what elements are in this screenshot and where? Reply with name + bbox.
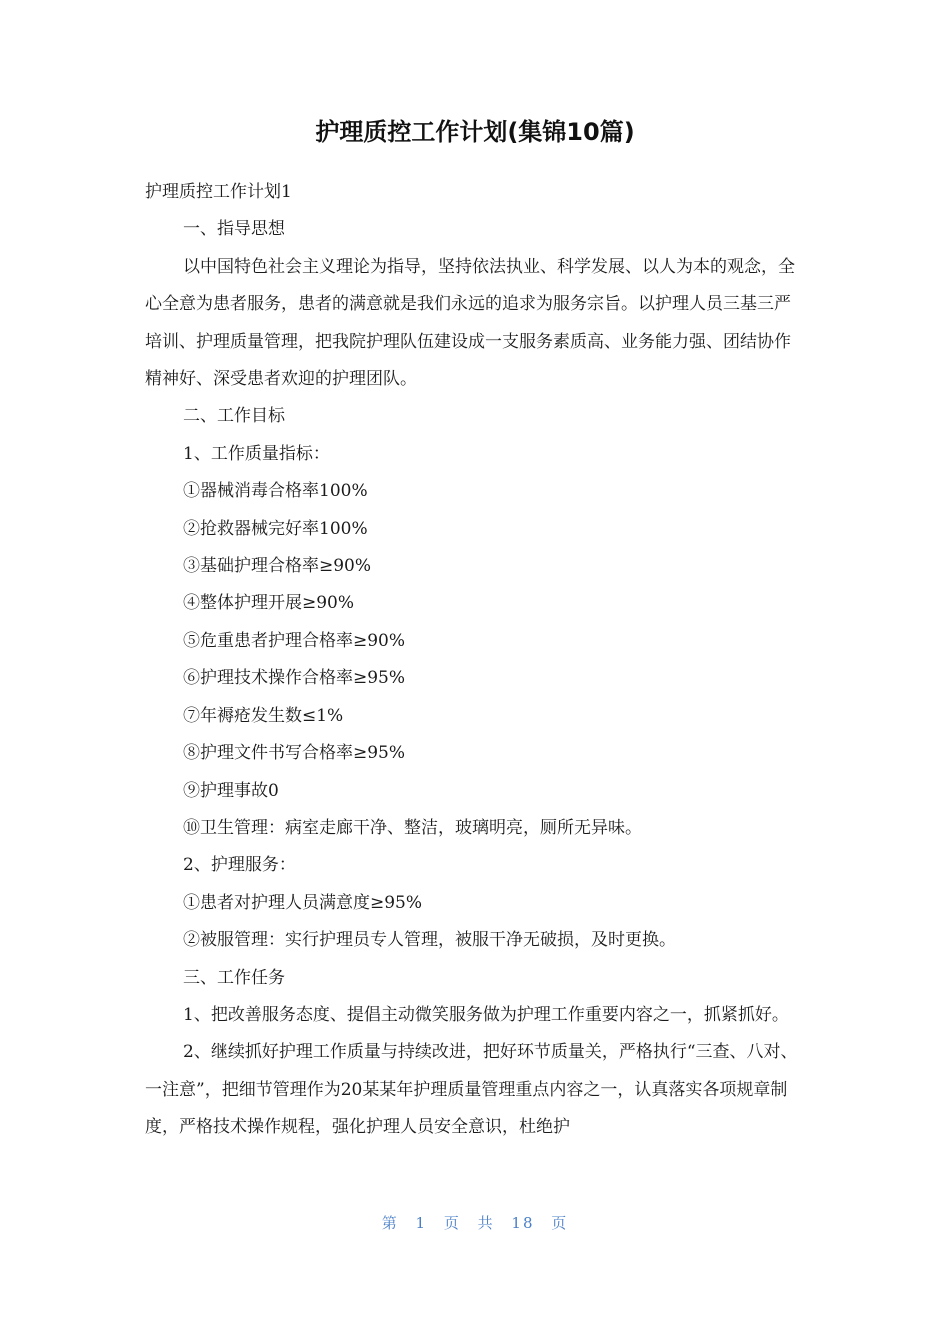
section-heading: 一、指导思想 xyxy=(183,219,285,240)
section-heading: 二、工作目标 xyxy=(183,406,285,427)
list-item: ⑥护理技术操作合格率≥95% xyxy=(183,668,406,689)
list-item: ⑨护理事故0 xyxy=(183,780,279,801)
list-item: ④整体护理开展≥90% xyxy=(183,593,355,614)
list-item: ①患者对护理人员满意度≥95% xyxy=(183,892,423,913)
subsection-heading: 1、工作质量指标： xyxy=(183,443,330,464)
list-item: ⑩卫生管理：病室走廊干净、整洁，玻璃明亮，厕所无异味。 xyxy=(183,817,642,838)
paragraph: 以中国特色社会主义理论为指导，坚持依法执业、科学发展、以人为本的观念，全心全意为患者服务，患者的满意就是我们永远的追求为服务宗旨。以护理人员三基三严培训、护理质量管理，把我院护理队伍建设成一支服务素质高、业务能力强、团结协作精神好、深受患者欢迎的护理团队。 xyxy=(145,256,795,390)
footer-word-di: 第 xyxy=(381,1214,399,1232)
list-item: ⑧护理文件书写合格率≥95% xyxy=(183,743,406,764)
document-title: 护理质控工作计划(集锦10篇) xyxy=(315,118,635,146)
list-item: ⑦年褥疮发生数≤1% xyxy=(183,705,344,726)
footer-current-page: 1 xyxy=(415,1214,428,1232)
footer-word-ye: 页 xyxy=(443,1214,461,1232)
paragraph: 2、继续抓好护理工作质量与持续改进，把好环节质量关，严格执行“三查、八对、一注意”，把细节管理作为20某某年护理质量管理重点内容之一，认真落实各项规章制度，严格技术操作规程，强化护理人员安全意识，杜绝护 xyxy=(145,1042,798,1138)
subsection-heading: 2、护理服务： xyxy=(183,855,296,876)
list-item: ②被服管理：实行护理员专人管理，被服干净无破损，及时更换。 xyxy=(183,930,676,951)
paragraph: 1、把改善服务态度、提倡主动微笑服务做为护理工作重要内容之一，抓紧抓好。 xyxy=(183,1004,789,1025)
paragraph-heading: 护理质控工作计划1 xyxy=(145,182,292,202)
footer-word-gong: 共 xyxy=(477,1214,495,1232)
footer-word-ye-end: 页 xyxy=(551,1214,569,1232)
list-item: ①器械消毒合格率100% xyxy=(183,481,368,502)
section-heading: 三、工作任务 xyxy=(183,967,285,988)
footer-total-pages: 18 xyxy=(511,1214,535,1232)
page-footer xyxy=(0,1210,950,1236)
list-item: ②抢救器械完好率100% xyxy=(183,518,368,539)
list-item: ⑤危重患者护理合格率≥90% xyxy=(183,630,406,651)
document-body xyxy=(145,174,807,1147)
list-item: ③基础护理合格率≥90% xyxy=(183,556,372,577)
